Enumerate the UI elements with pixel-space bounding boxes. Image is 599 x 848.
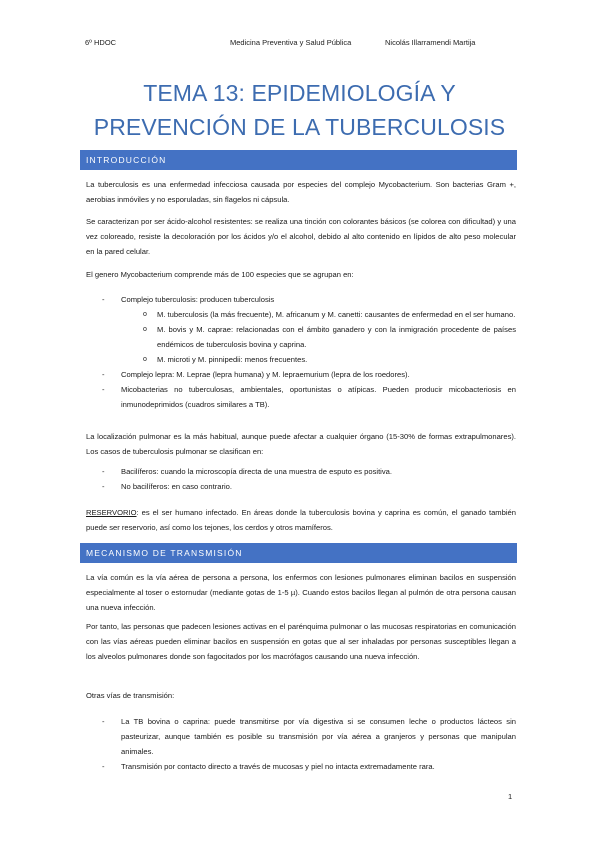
- list-item: - Transmisión por contacto directo a través de mucosas y piel no intacta extremadamente rara.: [86, 759, 516, 774]
- header-center: Medicina Preventiva y Salud Pública: [230, 38, 352, 47]
- reservorio-paragraph: [86, 505, 516, 535]
- list-item: - Complejo lepra: M. Leprae (lepra humana) y M. lepraemurium (lepra de los roedores).: [86, 367, 516, 382]
- species-list: [86, 292, 516, 412]
- list-item: - No bacilíferos: en caso contrario.: [86, 479, 516, 494]
- title-line-2: PREVENCIÓN DE LA TUBERCULOSIS: [93, 114, 506, 140]
- reservorio-text: : es el ser humano infectado. En áreas donde la tuberculosis bovina y caprina es común, el ganado también puede ser reservorio, así como los tejones, los cerdos y otros mamíferos.: [86, 508, 516, 532]
- header-right: Nicolás Illarramendi Martija: [385, 38, 476, 47]
- reservorio-label: RESERVORIO: [86, 508, 137, 517]
- list-item: - Bacilíferos: cuando la microscopía directa de una muestra de esputo es positiva.: [86, 464, 516, 479]
- section-transmision-heading: MECANISMO DE TRANSMISIÓN: [80, 543, 517, 563]
- list-item-text: Complejo tuberculosis: producen tuberculosis: [121, 295, 275, 304]
- list-item: [86, 292, 516, 367]
- page-number: 1: [508, 792, 513, 801]
- transmision-paragraph-2: Por tanto, las personas que padecen lesiones activas en el parénquima pulmonar o las mucosas respiratorias en comunicación con las vías aéreas pueden eliminar bacilos en suspensión en gotas que al ser inhaladas por personas susceptibles llegan a los alveolos pulmonares donde son fagocitados por los macrófagos causando una nueva infección.: [86, 622, 516, 661]
- intro-paragraph-1: La tuberculosis es una enfermedad infecciosa causada por especies del complejo Mycobacterium. Son bacterias Gram +, aerobias inmóviles y no esporuladas, sin flagelos ni cápsula.: [86, 180, 516, 204]
- list-item: - La TB bovina o caprina: puede transmitirse por vía digestiva si se consumen leche o productos lácteos sin pasteurizar, aunque también es posible su transmisión por vía aérea a granjeros y personas que manipulan animales.: [86, 714, 516, 759]
- sub-list: [121, 307, 516, 367]
- transmission-routes-list: [86, 714, 516, 774]
- title-line-1: TEMA 13: EPIDEMIOLOGÍA Y: [143, 80, 456, 106]
- intro-paragraph-4: La localización pulmonar es la más habitual, aunque puede afectar a cualquier órgano (15-30% de formas extrapulmonares). Los casos de tuberculosis pulmonar se clasifican en:: [86, 432, 516, 456]
- sub-list-item: o M. bovis y M. caprae: relacionadas con el ámbito ganadero y con la inmigración procedente de países endémicos de tuberculosis bovina y caprina.: [121, 322, 516, 352]
- sub-list-item: o M. tuberculosis (la más frecuente), M. africanum y M. canetti: causantes de enfermedad en el ser humano.: [121, 307, 516, 322]
- page-title: [60, 76, 539, 144]
- intro-paragraph-3: El genero Mycobacterium comprende más de 100 especies que se agrupan en:: [86, 270, 354, 279]
- section-intro-heading: INTRODUCCIÓN: [80, 150, 517, 170]
- header-left: 6º HDOC: [85, 38, 117, 47]
- transmision-paragraph-1: La vía común es la vía aérea de persona a persona, los enfermos con lesiones pulmonares eliminan bacilos en suspensión especialmente al toser o estornudar (mediante gotas de 1-5 µ). Cuando estos bacilos llegan al pulmón de otra persona causan una nueva infección.: [86, 573, 516, 612]
- list-item: - Micobacterias no tuberculosas, ambientales, oportunistas o atípicas. Pueden producir micobacteriosis en inmunodeprimidos (cuadros similares a TB).: [86, 382, 516, 412]
- sub-list-item: o M. microti y M. pinnipedii: menos frecuentes.: [121, 352, 516, 367]
- intro-paragraph-2: Se caracterizan por ser ácido-alcohol resistentes: se realiza una tinción con colorantes básicos (se colorea con dificultad) y una vez coloreado, resiste la decoloración por los ácidos y/o el alcohol, debido al alto contenido en lípidos de alto peso molecular en la pared celular.: [86, 217, 516, 256]
- transmision-paragraph-3: Otras vías de transmisión:: [86, 691, 175, 700]
- pulmonary-classification-list: [86, 464, 516, 494]
